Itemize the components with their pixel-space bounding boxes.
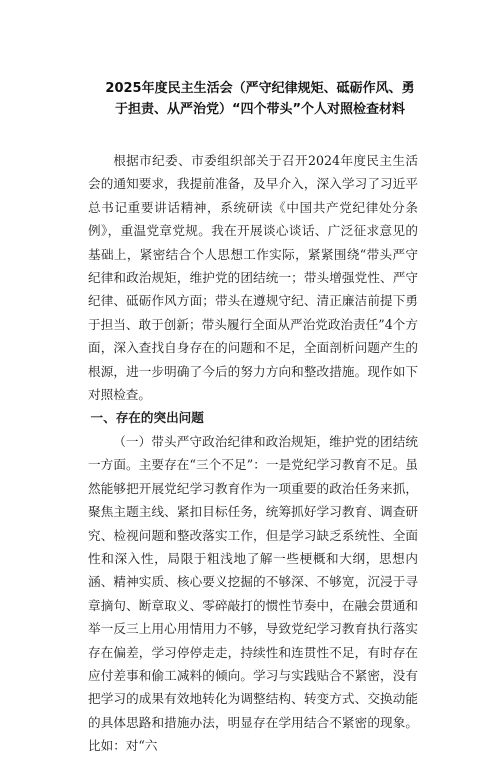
body-paragraph: （一）带头严守政治纪律和政治规矩，维护党的团结统一方面。主要存在“三个不足”：一是党纪学习教育不足。虽然能够把开展党纪学习教育作为一项重要的政治任务来抓，聚焦主题主线、紧扣目标任务，统筹抓好学习教育、调查研究、检视问题和整改落实工作，但是学习缺乏系统性、全面性和深入性，局限于粗浅地了解一些梗概和大纲，思想内涵、精神实质、核心要义挖掘的不够深、不够宽，沉浸于寻章摘句、断章取义、零碎敲打的惯性节奏中，在融会贯通和举一反三上用心用情用力不够，导致党纪学习教育执行落实存在偏差，学习停停走走，持续性和连贯性不足，有时存在应付差事和偷工减料的倾向。学习与实践贴合不紧密，没有把学习的成果有效地转化为调整结构、转变方式、交换动能的具体思路和措施办法，明显存在学用结合不紧密的现象。比如：对“六 — [88, 433, 418, 754]
document-title: 2025年度民主生活会（严守纪律规矩、砥砺作风、勇于担责、从严治党）“四个带头”个人对照检查材料 — [105, 81, 415, 117]
intro-paragraph: 根据市纪委、市委组织部关于召开2024年度民主生活会的通知要求，我提前准备，及早介入，深入学习了习近平总书记重要讲话精神，系统研读《中国共产党纪律处分条例》，重温党章党规。我在开展谈心谈话、广泛征求意见的基础上，紧密结合个人思想工作实际，紧紧围绕“带头严守纪律和政治规矩，维护党的团结统一；带头增强党性、严守纪律、砥砺作风方面；带头在遵规守纪、清正廉洁前提下勇于担当、敢于创新；带头履行全面从严治党政治责任”4个方面，深入查找自身存在的问题和不足，全面剖析问题产生的根源，进一步明确了今后的努力方向和整改措施。现作如下对照检查。 — [88, 153, 418, 403]
section-heading: 一、存在的突出问题 — [90, 410, 204, 426]
document-body — [88, 149, 418, 758]
